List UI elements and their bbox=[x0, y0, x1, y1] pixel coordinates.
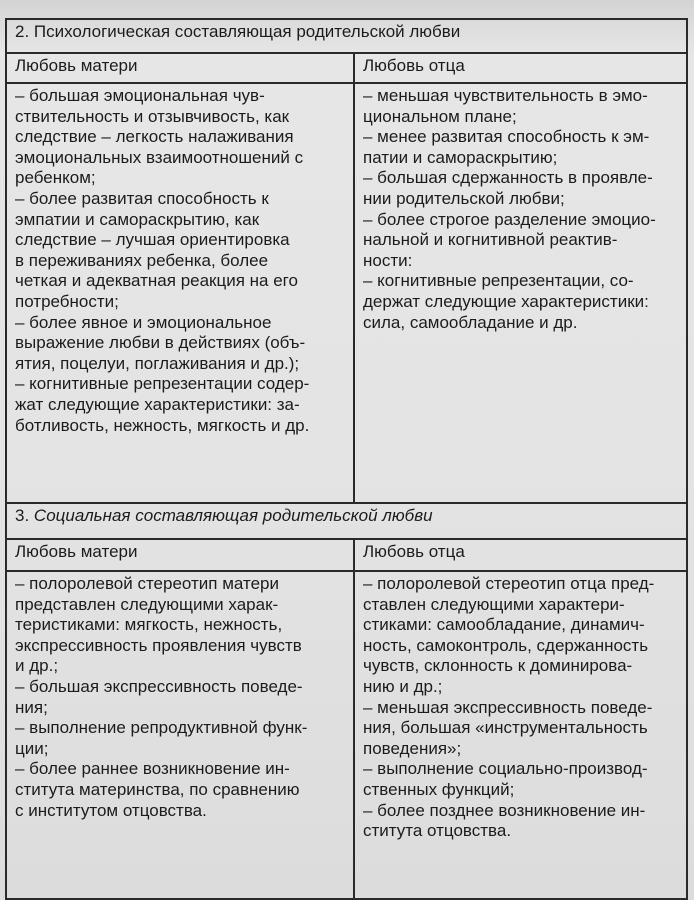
father-psychological-text bbox=[363, 86, 678, 333]
text-line: следствие – лучшая ориентировка bbox=[15, 230, 290, 250]
text-line: теристиками: мягкость, нежность, bbox=[15, 615, 283, 635]
mother-love-header-text: Любовь матери bbox=[15, 542, 138, 561]
text-line: ботливость, нежность, мягкость и др. bbox=[15, 415, 310, 435]
text-line: нию и др.; bbox=[363, 676, 443, 696]
text-line: ственных функций; bbox=[363, 779, 515, 799]
text-line: – более раннее возникновение ин- bbox=[15, 759, 290, 779]
section-title-psychological bbox=[6, 19, 687, 53]
text-line: – более позднее возникновение ин- bbox=[363, 800, 646, 820]
text-line: ности: bbox=[363, 250, 413, 270]
text-line: нальной и когнитивной реактив- bbox=[363, 230, 618, 250]
text-line: – полоролевой стереотип отца пред- bbox=[363, 574, 655, 593]
mother-love-header bbox=[6, 539, 354, 571]
text-line: чувств, склонность к доминирова- bbox=[363, 656, 633, 676]
text-line: ятия, поцелуи, поглаживания и др.); bbox=[15, 353, 300, 373]
text-line: ность, самоконтроль, сдержанность bbox=[363, 635, 649, 655]
text-line: с институтом отцовства. bbox=[15, 800, 207, 820]
text-line: нии родительской любви; bbox=[363, 188, 565, 208]
text-line: потребности; bbox=[15, 291, 119, 311]
parental-love-table bbox=[5, 18, 688, 900]
text-line: ститута отцовства. bbox=[363, 821, 512, 841]
text-line: ставлен следующими характери- bbox=[363, 594, 625, 614]
text-line: – выполнение репродуктивной функ- bbox=[15, 718, 308, 738]
text-line: и др.; bbox=[15, 656, 59, 676]
text-line: четкая и адекватная реакция на его bbox=[15, 271, 298, 291]
father-love-header-text: Любовь отца bbox=[363, 542, 465, 561]
text-line: – большая экспрессивность поведе- bbox=[15, 676, 303, 696]
text-line: ствительность и отзывчивость, как bbox=[15, 106, 290, 126]
text-line: ции; bbox=[15, 738, 49, 758]
text-line: ребенком; bbox=[15, 168, 96, 188]
text-line: сила, самообладание и др. bbox=[363, 312, 578, 332]
section-title-social bbox=[6, 503, 687, 539]
text-line: – менее развитая способность к эм- bbox=[363, 127, 650, 147]
section-title-text: Социальная составляющая родительской любви bbox=[33, 506, 433, 525]
father-psychological-cell bbox=[354, 83, 687, 503]
text-line: – более строгое разделение эмоцио- bbox=[363, 209, 656, 229]
text-line: ния, большая «инструментальность bbox=[363, 718, 648, 738]
text-line: – когнитивные репрезентации, со- bbox=[363, 271, 634, 291]
text-line: ния; bbox=[15, 697, 48, 717]
mother-psychological-cell bbox=[6, 83, 354, 503]
mother-love-header-text: Любовь матери bbox=[15, 56, 138, 75]
text-line: – большая сдержанность в проявле- bbox=[363, 168, 653, 188]
father-social-text bbox=[363, 574, 678, 842]
text-line: представлен следующими харак- bbox=[15, 594, 279, 614]
section-title-text: 2. Психологическая составляющая родительской любви bbox=[15, 22, 461, 41]
mother-love-header bbox=[6, 53, 354, 83]
text-line: стиками: самообладание, динамич- bbox=[363, 615, 645, 635]
text-line: выражение любви в действиях (объ- bbox=[15, 333, 306, 353]
text-line: поведения»; bbox=[363, 738, 462, 758]
father-love-header-text: Любовь отца bbox=[363, 56, 465, 75]
mother-psychological-text bbox=[15, 86, 345, 436]
text-line: в переживаниях ребенка, более bbox=[15, 250, 269, 270]
text-line: держат следующие характеристики: bbox=[363, 291, 649, 311]
text-line: циональном плане; bbox=[363, 106, 517, 126]
father-social-cell bbox=[354, 571, 687, 899]
text-line: – когнитивные репрезентации содер- bbox=[15, 374, 310, 394]
text-line: эмпатии и самораскрытию, как bbox=[15, 209, 260, 229]
text-line: – меньшая экспрессивность поведе- bbox=[363, 697, 653, 717]
text-line: – более явное и эмоциональное bbox=[15, 312, 272, 332]
text-line: – большая эмоциональная чув- bbox=[15, 86, 265, 105]
text-line: экспрессивность проявления чувств bbox=[15, 635, 302, 655]
mother-social-cell bbox=[6, 571, 354, 899]
text-line: – более развитая способность к bbox=[15, 188, 269, 208]
text-line: – полоролевой стереотип матери bbox=[15, 574, 279, 593]
section-number: 3. bbox=[15, 506, 30, 525]
father-love-header bbox=[354, 53, 687, 83]
text-line: эмоциональных взаимоотношений с bbox=[15, 147, 304, 167]
text-line: жат следующие характеристики: за- bbox=[15, 394, 300, 414]
text-line: патии и самораскрытию; bbox=[363, 147, 558, 167]
text-line: – выполнение социально-производ- bbox=[363, 759, 648, 779]
text-line: ститута материнства, по сравнению bbox=[15, 779, 300, 799]
father-love-header bbox=[354, 539, 687, 571]
text-line: следствие – легкость налаживания bbox=[15, 127, 294, 147]
mother-social-text bbox=[15, 574, 345, 821]
text-line: – меньшая чувствительность в эмо- bbox=[363, 86, 648, 105]
